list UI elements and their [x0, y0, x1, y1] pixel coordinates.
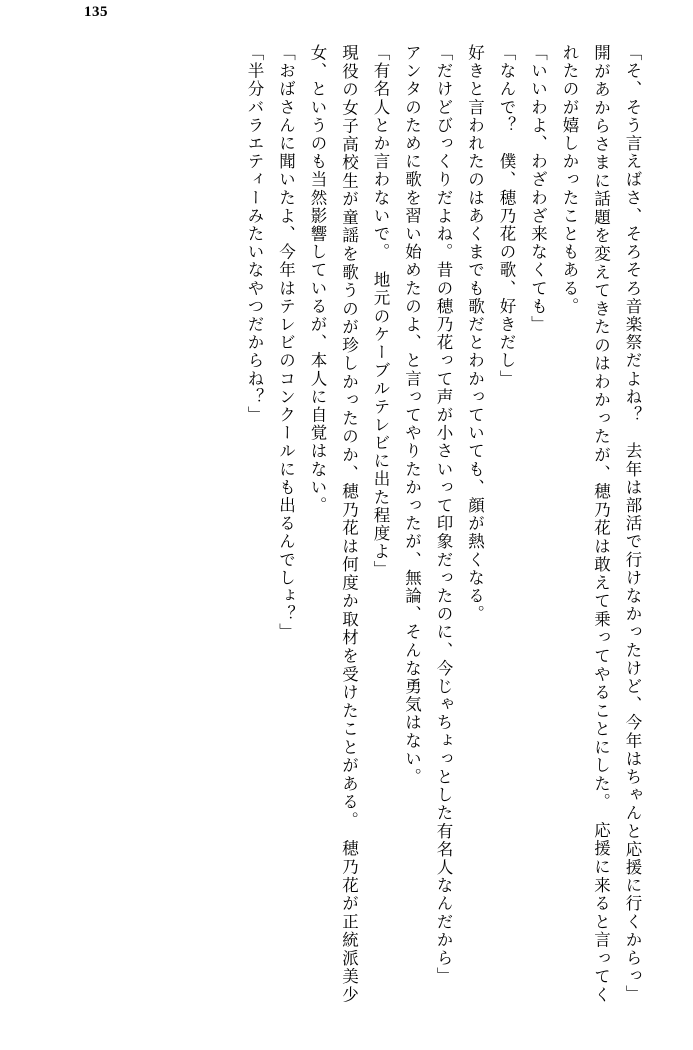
page-number: 135: [84, 4, 108, 20]
page-text-body: [48, 44, 648, 1004]
paragraph: 現役の女子高校生が童謡を歌うのが珍しかったのか、穂乃花は何度か取材を受けたことがある。 穂乃花が正統派美少女、というのも当然影響しているが、本人に自覚はない。: [308, 44, 359, 1004]
paragraph: 「おばさんに聞いたよ、今年はテレビのコンクールにも出るんでしょ？」: [276, 44, 296, 642]
paragraph: 「半分バラエティーみたいなやつだからね？」: [245, 44, 264, 425]
paragraph: 「そ、そう言えばさ、そろそろ音楽祭だよね？ 去年は部活で行けなかったけど、今年はちゃんと応援に行くからっ」: [623, 44, 642, 1004]
paragraph: 「いいわよ、わざわざ来なくても」: [528, 44, 548, 334]
paragraph: 「なんで？ 僕、穂乃花の歌、好きだし」: [497, 44, 516, 388]
paragraph: 「有名人とか言わないで。 地元のケーブルテレビに出た程度よ」: [371, 44, 390, 579]
paragraph: 好きと言われたのはあくまでも歌だとわかっていても、顔が熱くなる。: [465, 44, 485, 624]
paragraph: 開があからさまに話題を変えてきたのはわかったが、穂乃花は敢えて乗ってやることにした。 応援に来ると言ってくれたのが嬉しかったこともある。: [560, 44, 611, 1004]
paragraph: 「だけどびっくりだよね。昔の穂乃花って声が小さいって印象だったのに、今じゃちょっとした有名人なんだから」: [434, 44, 453, 986]
paragraph: アンタのために歌を習い始めたのよ、と言ってやりたかったが、無論、そんな勇気はない。: [402, 44, 422, 787]
